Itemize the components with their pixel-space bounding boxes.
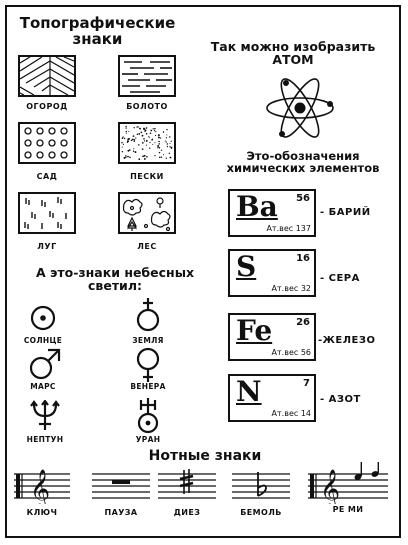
element-symbol: S — [236, 250, 257, 283]
uranus-symbol-icon — [133, 396, 163, 438]
element-mass: Ат.вес 14 — [271, 409, 311, 418]
music-label-clef: КЛЮЧ — [26, 508, 58, 517]
element-number: 26 — [296, 317, 310, 328]
element-card-sulfur — [228, 249, 316, 297]
sun-symbol-icon — [28, 303, 58, 337]
topo-label-swamp: БОЛОТО — [126, 102, 168, 111]
music-label-flat: БЕМОЛЬ — [240, 508, 282, 517]
element-card-iron — [228, 313, 316, 361]
element-card-barium — [228, 189, 316, 237]
mars-symbol-icon — [28, 347, 62, 385]
element-number: 56 — [296, 193, 310, 204]
celestial-title: А это-знаки небесных светил: — [35, 265, 195, 294]
element-card-nitrogen — [228, 374, 316, 422]
element-number: 16 — [296, 253, 310, 264]
earth-symbol-icon — [133, 296, 163, 338]
rest-icon — [92, 466, 150, 508]
garden-hatch-icon — [20, 57, 74, 95]
swamp-tile — [118, 55, 176, 97]
sharp-icon — [158, 466, 216, 508]
planet-label-venus: ВЕНЕРА — [130, 382, 166, 391]
topo-title: Топографические знаки — [19, 14, 176, 48]
element-symbol: N — [236, 375, 262, 408]
element-symbol: Ba — [236, 190, 278, 223]
planet-label-sun: СОЛНЦЕ — [23, 336, 63, 345]
sand-tile — [118, 122, 176, 164]
atom-illustration — [260, 78, 340, 138]
meadow-strokes-icon — [20, 194, 74, 232]
music-label-re-mi: РЕ МИ — [332, 505, 364, 514]
music-label-sharp: ДИЕЗ — [173, 508, 201, 517]
element-name-barium: - БАРИЙ — [320, 207, 371, 218]
svg-text:𝄞: 𝄞 — [30, 469, 51, 504]
neptune-symbol-icon — [30, 400, 60, 436]
forest-tile — [118, 192, 176, 234]
element-name-nitrogen: - АЗОТ — [320, 394, 361, 405]
planet-label-uranus: УРАН — [135, 435, 161, 444]
forest-symbols-icon — [120, 194, 174, 232]
atom-title: Так можно изобразить АТОМ — [210, 39, 376, 68]
music-label-rest: ПАУЗА — [104, 508, 138, 517]
element-symbol: Fe — [236, 314, 273, 347]
planet-label-earth: ЗЕМЛЯ — [132, 336, 164, 345]
meadow-tile — [18, 192, 76, 234]
orchard-circles-icon — [20, 124, 74, 162]
topo-label-sand: ПЕСКИ — [130, 172, 164, 181]
orchard-tile — [18, 122, 76, 164]
garden-plot-tile — [18, 55, 76, 97]
element-mass: Ат.вес 56 — [271, 348, 311, 357]
planet-label-neptune: НЕПТУН — [26, 435, 64, 444]
svg-text:𝄞: 𝄞 — [320, 469, 341, 504]
sand-dots-icon — [120, 124, 174, 162]
element-name-sulfur: - СЕРА — [320, 273, 360, 284]
element-mass: Ат.вес 32 — [271, 284, 311, 293]
chem-title: Это-обозначения химических элементов — [226, 149, 380, 176]
music-title: Нотные знаки — [148, 448, 262, 464]
topo-label-meadow: ЛУГ — [37, 242, 57, 251]
swamp-hatch-icon — [120, 57, 174, 95]
element-mass: Ат.вес 137 — [266, 224, 311, 233]
topo-label-orchard: САД — [36, 172, 58, 181]
flat-icon — [232, 466, 290, 508]
element-name-iron: -ЖЕЛЕЗО — [318, 335, 376, 346]
topo-label-forest: ЛЕС — [137, 242, 157, 251]
treble-clef-icon — [14, 466, 70, 508]
notes-re-mi-icon — [308, 462, 388, 508]
topo-label-garden: ОГОРОД — [26, 102, 68, 111]
element-number: 7 — [303, 378, 310, 389]
atom-icon — [260, 78, 340, 138]
planet-label-mars: МАРС — [30, 382, 56, 391]
